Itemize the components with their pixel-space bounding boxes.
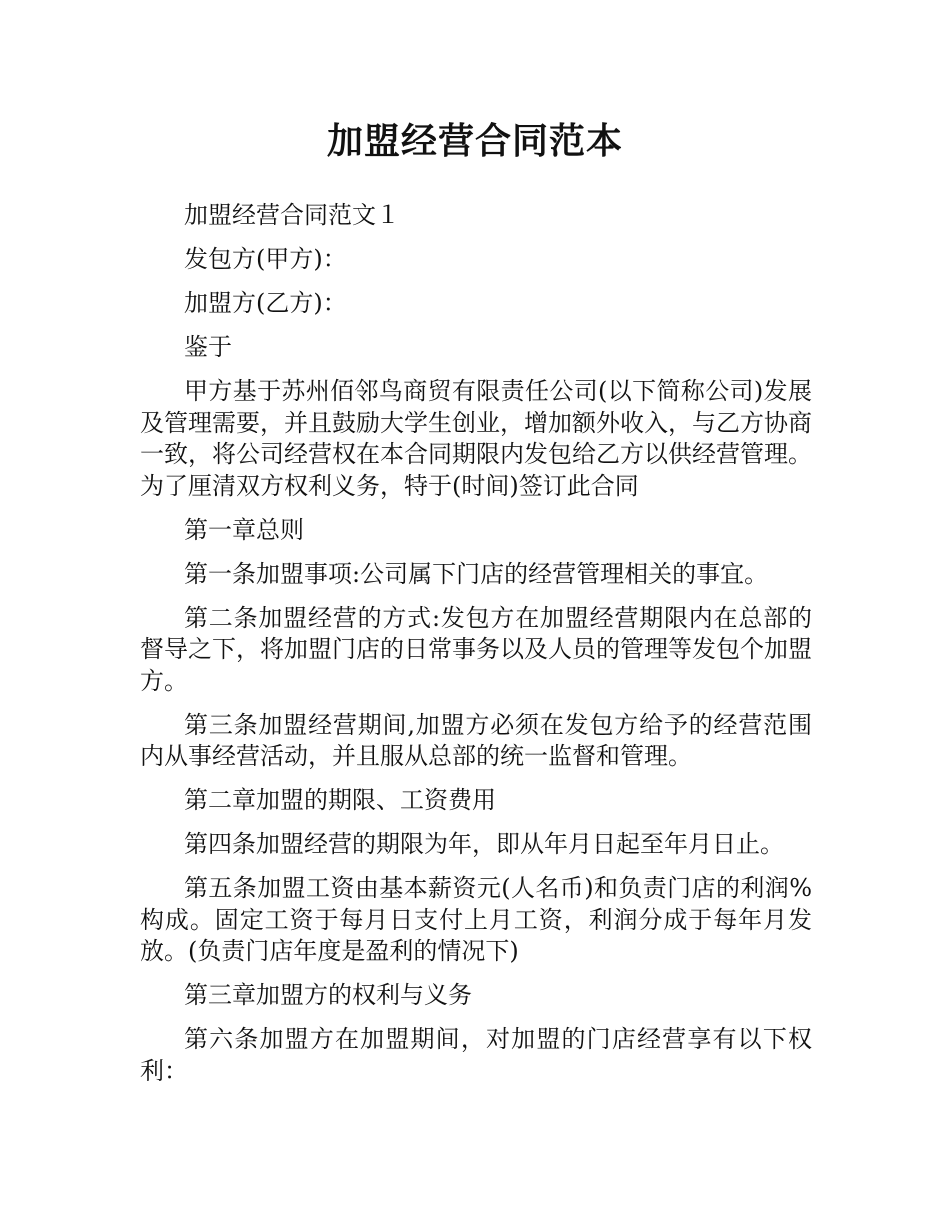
article-2: 第二条加盟经营的方式:发包方在加盟经营期限内在总部的督导之下，将加盟门店的日常事务以及人员的管理等发包个加盟方。 xyxy=(140,603,812,695)
paragraph-preamble: 甲方基于苏州佰邻鸟商贸有限责任公司(以下简称公司)发展及管理需要，并且鼓励大学生创业，增加额外收入，与乙方协商一致，将公司经营权在本合同期限内发包给乙方以供经营管理。为了厘清双方权利义务，特于(时间)签订此合同 xyxy=(140,377,812,500)
chapter-3-heading: 第三章加盟方的权利与义务 xyxy=(184,981,472,1009)
document-body xyxy=(140,200,812,1100)
article-1: 第一条加盟事项:公司属下门店的经营管理相关的事宜。 xyxy=(184,559,769,588)
paragraph-heading: 加盟经营合同范文１ xyxy=(184,201,400,229)
chapter-1-heading: 第一章总则 xyxy=(184,515,304,544)
chapter-2-heading: 第二章加盟的期限、工资费用 xyxy=(184,786,496,814)
document-title: 加盟经营合同范本 xyxy=(326,121,623,162)
paragraph-party-a: 发包方(甲方)： xyxy=(184,245,347,273)
paragraph-party-b: 加盟方(乙方)： xyxy=(184,289,347,317)
article-4: 第四条加盟经营的期限为年，即从年月日起至年月日止。 xyxy=(184,830,784,858)
article-5: 第五条加盟工资由基本薪资元(人名币)和负责门店的利润%构成。固定工资于每月日支付上月工资，利润分成于每年月发放。(负责门店年度是盈利的情况下) xyxy=(140,874,812,965)
article-3: 第三条加盟经营期间,加盟方必须在发包方给予的经营范围内从事经营活动，并且服从总部的统一监督和管理。 xyxy=(140,710,812,770)
article-6: 第六条加盟方在加盟期间，对加盟的门店经营享有以下权利： xyxy=(140,1025,812,1085)
paragraph-whereas: 鉴于 xyxy=(184,333,232,361)
